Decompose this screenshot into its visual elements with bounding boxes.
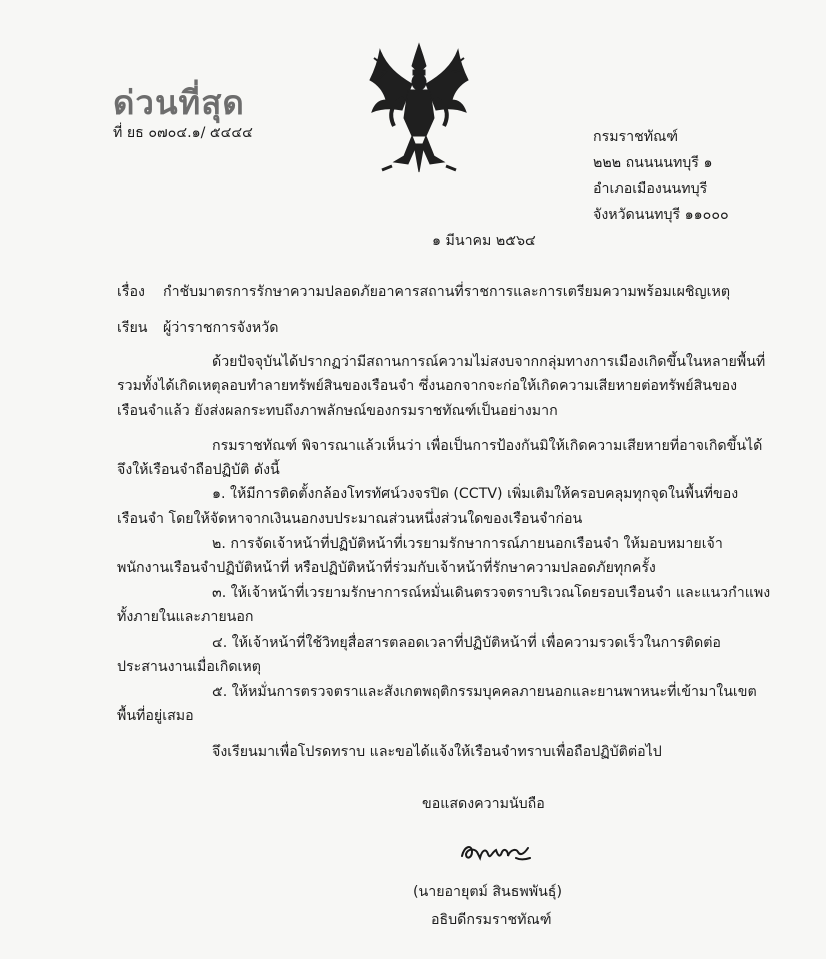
letter-date: ๑ มีนาคม ๒๕๖๔ [432,233,536,249]
signature-icon [458,838,538,866]
sender-address-line-4: จังหวัดนนทบุรี ๑๑๐๐๐ [593,207,729,223]
item-2-line-1: ๒. การจัดเจ้าหน้าที่ปฏิบัติหน้าที่เวรยามรักษาการณ์ภายนอกเรือนจำ ให้มอบหมายเจ้า [212,536,723,552]
paragraph-1-line-2: รวมทั้งได้เกิดเหตุลอบทำลายทรัพย์สินของเรือนจำ ซึ่งนอกจากจะก่อให้เกิดความเสียหายต่อทรัพย์สินของ [117,378,738,394]
sender-address-line-3: อำเภอเมืองนนทบุรี [593,181,708,197]
signatory-position: อธิบดีกรมราชทัณฑ์ [431,912,552,928]
item-1-line-2: เรือนจำ โดยให้จัดหาจากเงินนอกงบประมาณส่วนหนึ่งส่วนใดของเรือนจำก่อน [117,511,583,527]
recipient-label: เรียน [117,320,148,336]
subject-text: กำชับมาตรการรักษาความปลอดภัยอาคารสถานที่ราชการและการเตรียมความพร้อมเผชิญเหตุ [163,284,731,300]
item-4-line-1: ๔. ให้เจ้าหน้าที่ใช้วิทยุสื่อสารตลอดเวลาที่ปฏิบัติหน้าที่ เพื่อความรวดเร็วในการติดต่อ [212,635,721,651]
item-4-line-2: ประสานงานเมื่อเกิดเหตุ [117,659,261,675]
recipient-text: ผู้ว่าราชการจังหวัด [163,320,279,336]
regards-text: ขอแสดงความนับถือ [422,796,545,812]
item-5-line-2: พื้นที่อยู่เสมอ [117,708,194,724]
signatory-name: (นายอายุตม์ สินธพพันธุ์) [413,884,563,900]
paragraph-2-line-1: กรมราชทัณฑ์ พิจารณาแล้วเห็นว่า เพื่อเป็นการป้องกันมิให้เกิดความเสียหายที่อาจเกิดขึ้นได้ [212,438,763,454]
item-3-line-1: ๓. ให้เจ้าหน้าที่เวรยามรักษาการณ์หมั่นเดินตรวจตราบริเวณโดยรอบเรือนจำ และแนวกำแพง [212,585,771,601]
subject-label: เรื่อง [117,284,145,300]
item-2-line-2: พนักงานเรือนจำปฏิบัติหน้าที่ หรือปฏิบัติหน้าที่ร่วมกับเจ้าหน้าที่รักษาความปลอดภัยทุกครั้ง [117,560,656,576]
document-number: ที่ ยธ ๐๗๐๔.๑/ ๕๔๔๔ [113,125,253,141]
sender-address-line-2: ๒๒๒ ถนนนนทบุรี ๑ [593,155,713,171]
item-1-line-1: ๑. ให้มีการติดตั้งกล้องโทรทัศน์วงจรปิด (CCTV) เพิ่มเติมให้ครอบคลุมทุกจุดในพื้นที่ของ [212,486,739,502]
urgency-stamp: ด่วนที่สุด [113,83,245,122]
garuda-emblem-icon [368,40,470,176]
paragraph-2-line-2: จึงให้เรือนจำถือปฏิบัติ ดังนี้ [117,462,280,478]
closing-sentence: จึงเรียนมาเพื่อโปรดทราบ และขอได้แจ้งให้เรือนจำทราบเพื่อถือปฏิบัติต่อไป [212,744,662,760]
paragraph-1-line-3: เรือนจำแล้ว ยังส่งผลกระทบถึงภาพลักษณ์ของกรมราชทัณฑ์เป็นอย่างมาก [117,403,558,419]
item-5-line-1: ๕. ให้หมั่นการตรวจตราและสังเกตพฤติกรรมบุคคลภายนอกและยานพาหนะที่เข้ามาในเขต [212,684,757,700]
sender-address-line-1: กรมราชทัณฑ์ [593,129,679,145]
paragraph-1-line-1: ด้วยปัจจุบันได้ปรากฏว่ามีสถานการณ์ความไม่สงบจากกลุ่มทางการเมืองเกิดขึ้นในหลายพื้นที่ [212,354,766,370]
item-3-line-2: ทั้งภายในและภายนอก [117,609,254,625]
